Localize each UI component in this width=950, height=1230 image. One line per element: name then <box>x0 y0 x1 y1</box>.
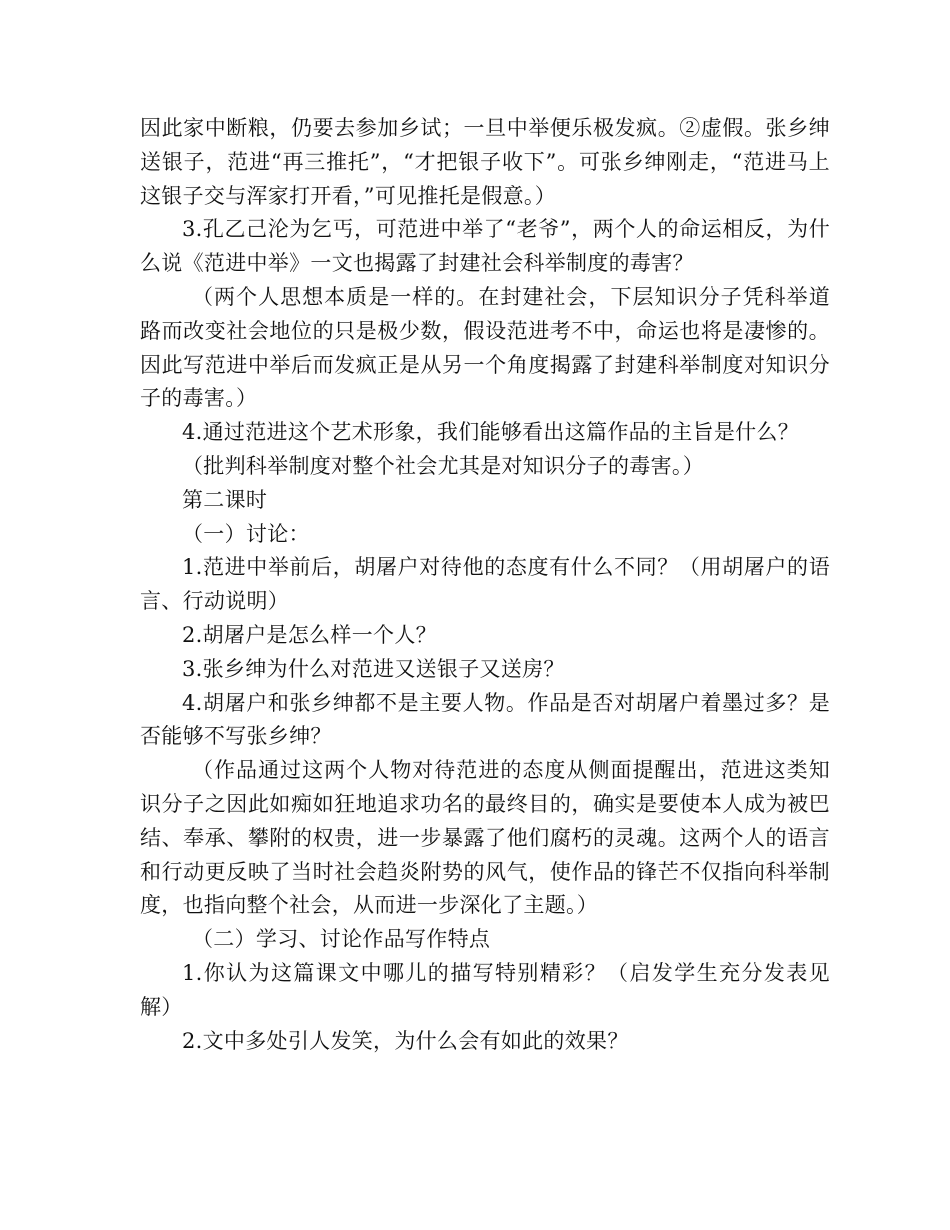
subheading-writing-features: （二）学习、讨论作品写作特点 <box>192 927 491 952</box>
answer-4: （批判科举制度对整个社会尤其是对知识分子的毒害。） <box>182 453 704 478</box>
question-3: 3.孔乙己沦为乞丐，可范进中举了“老爷”，两个人的命运相反，为什么说《范进中举》一文也揭露了封建社会科举制度的毒害？ <box>140 217 830 276</box>
writing-question-2: 2.文中多处引人发笑，为什么会有如此的效果？ <box>182 1028 629 1053</box>
question-4: 4.通过范进这个艺术形象，我们能够看出这篇作品的主旨是什么？ <box>182 420 800 445</box>
section-heading-lesson-2: 第二课时 <box>182 487 268 512</box>
answer-3: （两个人思想本质是一样的。在封建社会，下层知识分子凭科举道路而改变社会地位的只是极少数，假设范进考不中，命运也将是凄惨的。因此写范进中举后而发疯正是从另一个角度揭露了封建科举制度对知识分子的毒害。） <box>140 284 830 411</box>
paragraph-continuation: 因此家中断粮，仍要去参加乡试；一旦中举便乐极发疯。②虚假。张乡绅送银子，范进“再三推托”，“才把银子收下”。可张乡绅刚走，“范进马上这银子交与浑家打开看，”可见推托是假意。） <box>140 116 830 208</box>
discussion-question-4: 4.胡屠户和张乡绅都不是主要人物。作品是否对胡屠户着墨过多？是否能够不写张乡绅？ <box>140 690 830 749</box>
subheading-discussion: （一）讨论： <box>182 521 310 546</box>
writing-question-1: 1.你认为这篇课文中哪儿的描写特别精彩？（启发学生充分发表见解） <box>140 960 830 1019</box>
discussion-question-2: 2.胡屠户是怎么样一个人？ <box>182 622 437 647</box>
document-body <box>140 112 830 1058</box>
discussion-question-1: 1.范进中举前后，胡屠户对待他的态度有什么不同？（用胡屠户的语言、行动说明） <box>140 555 830 614</box>
discussion-answer: （作品通过这两个人物对待范进的态度从侧面提醒出，范进这类知识分子之因此如痴如狂地追求功名的最终目的，确实是要使本人成为被巴结、奉承、攀附的权贵，进一步暴露了他们腐朽的灵魂。这两个人的语言和行动更反映了当时社会趋炎附势的风气，使作品的锋芒不仅指向科举制度，也指向整个社会，从而进一步深化了主题。） <box>140 758 830 918</box>
discussion-question-3: 3.张乡绅为什么对范进又送银子又送房？ <box>182 656 565 681</box>
